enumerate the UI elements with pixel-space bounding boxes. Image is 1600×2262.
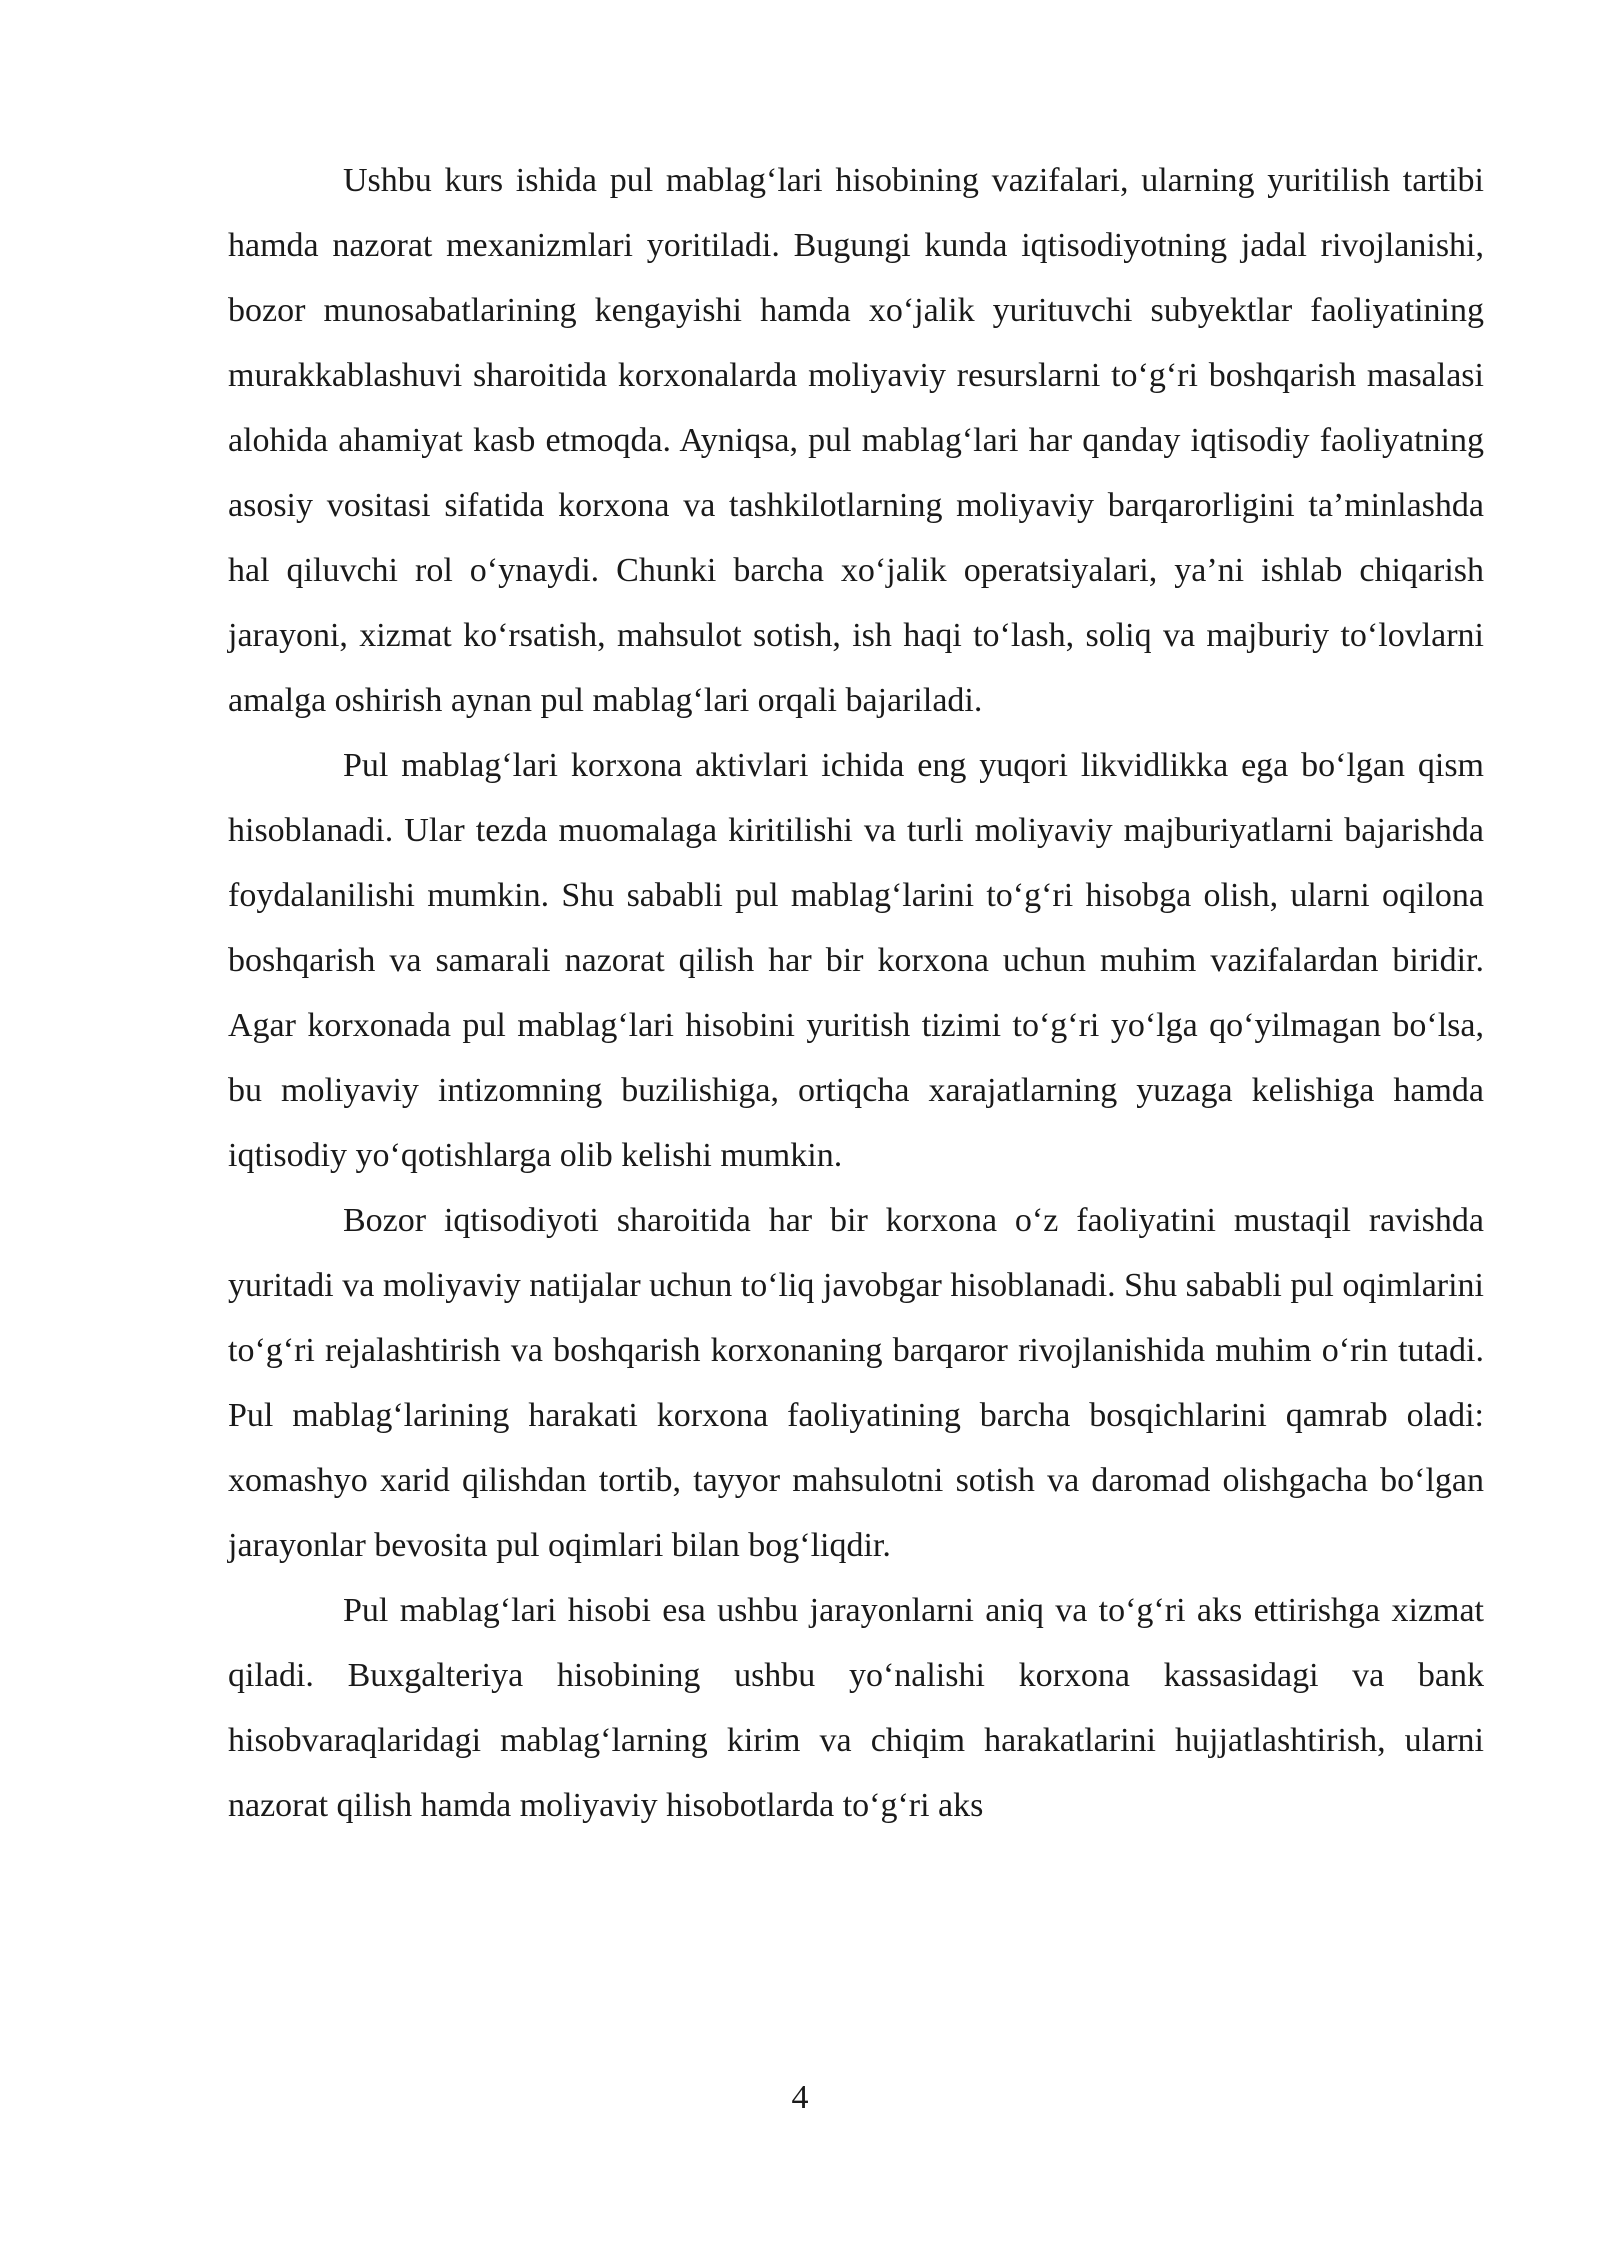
- paragraph-market-economy: Bozor iqtisodiyoti sharoitida har bir korxona o‘z faoliyatini mustaqil ravishda yuritadi va moliyaviy natijalar uchun to‘liq javobgar hisoblanadi. Shu sababli pul oqimlarini to‘g‘ri rejalashtirish va boshqarish korxonaning barqaror rivojlanishida muhim o‘rin tutadi. Pul mablag‘larining harakati korxona faoliyatining barcha bosqichlarini qamrab oladi: xomashyo xarid qilishdan tortib, tayyor mahsulotni sotish va daromad olishgacha bo‘lgan jarayonlar bevosita pul oqimlari bilan bog‘liqdir.: [228, 1202, 1484, 1564]
- body-text: [228, 148, 1484, 1838]
- paragraph-liquidity: Pul mablag‘lari korxona aktivlari ichida eng yuqori likvidlikka ega bo‘lgan qism hisoblanadi. Ular tezda muomalaga kiritilishi va turli moliyaviy majburiyatlarni bajarishda foydalanilishi mumkin. Shu sababli pul mablag‘larini to‘g‘ri hisobga olish, ularni oqilona boshqarish va samarali nazorat qilish har bir korxona uchun muhim vazifalardan biridir. Agar korxonada pul mablag‘lari hisobini yuritish tizimi to‘g‘ri yo‘lga qo‘yilmagan bo‘lsa, bu moliyaviy intizomning buzilishiga, ortiqcha xarajatlarning yuzaga kelishiga hamda iqtisodiy yo‘qotishlarga olib kelishi mumkin.: [228, 747, 1484, 1174]
- paragraph-accounting: Pul mablag‘lari hisobi esa ushbu jarayonlarni aniq va to‘g‘ri aks ettirishga xizmat qiladi. Buxgalteriya hisobining ushbu yo‘nalishi korxona kassasidagi va bank hisobvaraqlaridagi mablag‘larning kirim va chiqim harakatlarini hujjatlashtirish, ularni nazorat qilish hamda moliyaviy hisobotlarda to‘g‘ri aks: [228, 1592, 1484, 1824]
- paragraph-intro: Ushbu kurs ishida pul mablag‘lari hisobining vazifalari, ularning yuritilish tartibi hamda nazorat mexanizmlari yoritiladi. Bugungi kunda iqtisodiyotning jadal rivojlanishi, bozor munosabatlarining kengayishi hamda xo‘jalik yurituvchi subyektlar faoliyatining murakkablashuvi sharoitida korxonalarda moliyaviy resurslarni to‘g‘ri boshqarish masalasi alohida ahamiyat kasb etmoqda. Ayniqsa, pul mablag‘lari har qanday iqtisodiy faoliyatning asosiy vositasi sifatida korxona va tashkilotlarning moliyaviy barqarorligini ta’minlashda hal qiluvchi rol o‘ynaydi. Chunki barcha xo‘jalik operatsiyalari, ya’ni ishlab chiqarish jarayoni, xizmat ko‘rsatish, mahsulot sotish, ish haqi to‘lash, soliq va majburiy to‘lovlarni amalga oshirish aynan pul mablag‘lari orqali bajariladi.: [228, 162, 1484, 719]
- page-number: 4: [791, 2079, 809, 2116]
